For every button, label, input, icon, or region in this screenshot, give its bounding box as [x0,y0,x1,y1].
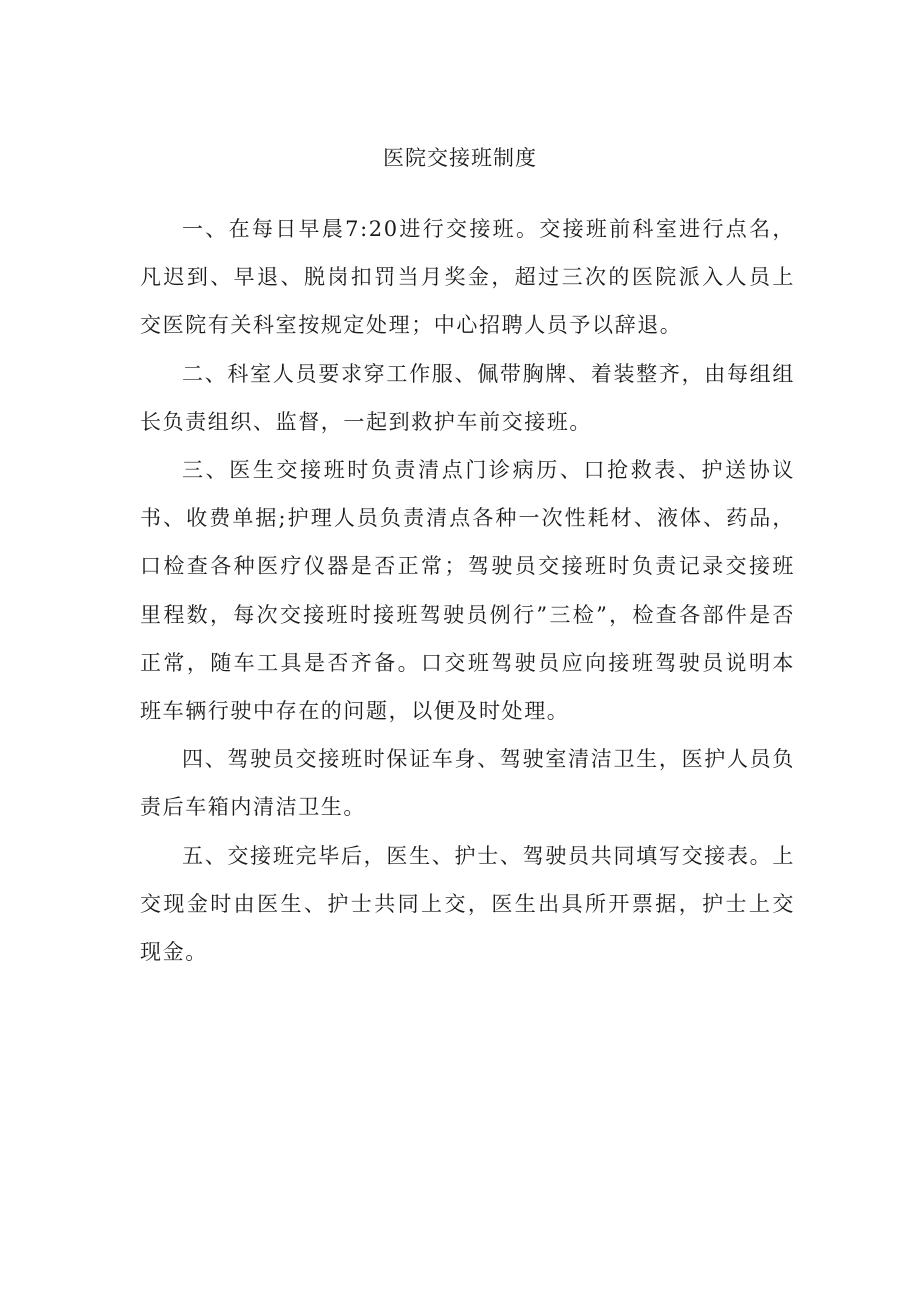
paragraph-4: 四、驾驶员交接班时保证车身、驾驶室清洁卫生，医护人员负责后车箱内清洁卫生。 [140,747,795,820]
paragraph-2: 二、科室人员要求穿工作服、佩带胸牌、着装整齐，由每组组长负责组织、监督，一起到救护车前交接班。 [140,361,795,434]
document-title: 医院交接班制度 [383,146,537,170]
paragraph-5: 五、交接班完毕后，医生、护士、驾驶员共同填写交接表。上交现金时由医生、护士共同上交，医生出具所开票据，护士上交现金。 [140,843,795,965]
paragraph-3: 三、医生交接班时负责清点门诊病历、口抢救表、护送协议书、收费单据;护理人员负责清点各种一次性耗材、液体、药品，口检查各种医疗仪器是否正常；驾驶员交接班时负责记录交接班里程数，每次交接班时接班驾驶员例行”三检”，检查各部件是否正常，随车工具是否齐备。口交班驾驶员应向接班驾驶员说明本班车辆行驶中存在的问题，以便及时处理。 [140,458,795,724]
paragraph-1: 一、在每日早晨7:20进行交接班。交接班前科室进行点名，凡迟到、早退、脱岗扣罚当月奖金，超过三次的医院派入人员上交医院有关科室按规定处理；中心招聘人员予以辞退。 [140,217,795,338]
document-body [140,205,795,976]
